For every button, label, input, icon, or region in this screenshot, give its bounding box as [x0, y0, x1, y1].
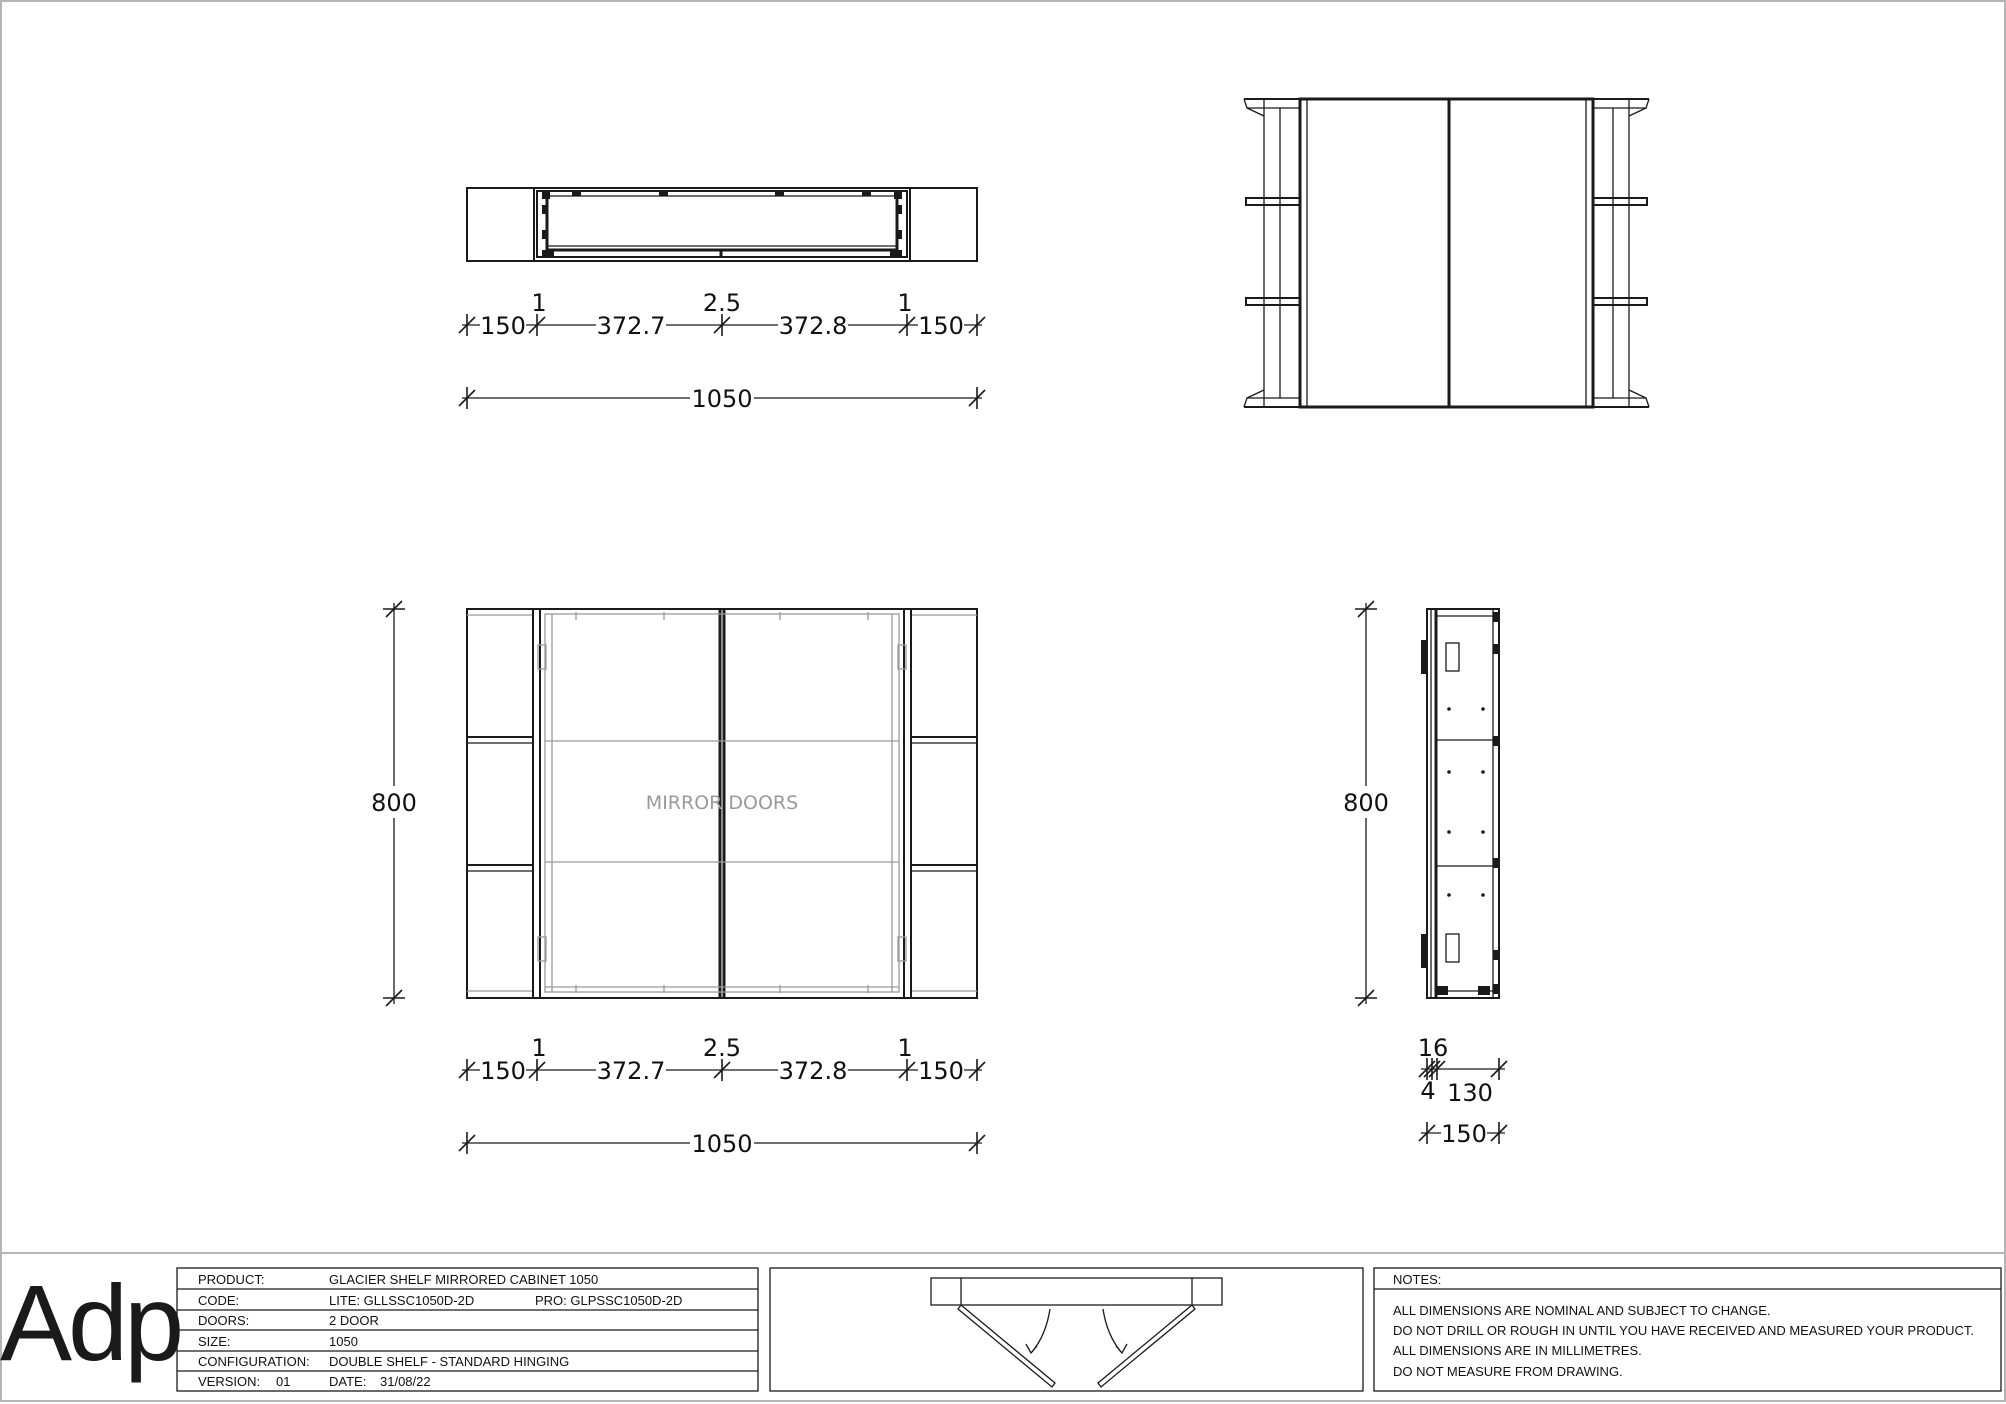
size-value: 1050 — [329, 1334, 358, 1349]
side-overall-depth: 150 — [1441, 1120, 1487, 1148]
front-gap-1-right: 1 — [897, 1034, 913, 1062]
company-logo: Adp — [0, 1262, 181, 1383]
side-elevation — [1421, 609, 1499, 998]
plan-dim-372-8: 372.8 — [778, 312, 848, 340]
doors-label: DOORS: — [198, 1313, 250, 1328]
front-gap-1-left: 1 — [531, 1034, 547, 1062]
plan-dim-372-7: 372.7 — [596, 312, 666, 340]
front-height-800: 800 — [371, 789, 417, 817]
note-line: ALL DIMENSIONS ARE NOMINAL AND SUBJECT TO CHANGE. — [1393, 1303, 1771, 1318]
plan-overall-width: 1050 — [691, 385, 753, 413]
configuration-label: CONFIGURATION: — [198, 1354, 310, 1369]
date-label: DATE: — [329, 1374, 367, 1389]
version-value: 01 — [276, 1374, 291, 1389]
side-dim-4: 4 — [1420, 1077, 1436, 1105]
notes-heading: NOTES: — [1393, 1272, 1442, 1287]
plan-dim-150-right: 150 — [918, 312, 964, 340]
date-value: 31/08/22 — [380, 1374, 431, 1389]
note-line: ALL DIMENSIONS ARE IN MILLIMETRES. — [1393, 1343, 1642, 1358]
sheet-border — [1, 1, 2005, 1401]
plan-gap-1-left: 1 — [531, 289, 547, 317]
product-value: GLACIER SHELF MIRRORED CABINET 1050 — [329, 1272, 599, 1287]
mirror-doors-label: MIRROR DOORS — [645, 792, 799, 814]
front-dim-372-7: 372.7 — [596, 1057, 666, 1085]
code-pro-value: PRO: GLPSSC1050D-2D — [535, 1293, 683, 1308]
front-dim-150-right: 150 — [918, 1057, 964, 1085]
plan-dim-150-left: 150 — [480, 312, 526, 340]
front-overall-width: 1050 — [691, 1130, 753, 1158]
note-line: DO NOT MEASURE FROM DRAWING. — [1393, 1364, 1623, 1379]
front-dim-150-left: 150 — [480, 1057, 526, 1085]
plan-view — [467, 188, 977, 261]
perspective-view — [1244, 99, 1649, 407]
configuration-value: DOUBLE SHELF - STANDARD HINGING — [329, 1354, 570, 1369]
front-dim-372-8: 372.8 — [778, 1057, 848, 1085]
product-label: PRODUCT: — [198, 1272, 265, 1287]
door-swing-diagram — [770, 1268, 1363, 1391]
plan-gap-2-5: 2.5 — [702, 289, 742, 317]
side-dim-130: 130 — [1447, 1079, 1493, 1107]
side-height-800: 800 — [1343, 789, 1389, 817]
doors-value: 2 DOOR — [329, 1313, 379, 1328]
size-label: SIZE: — [198, 1334, 231, 1349]
side-dim-16: 16 — [1417, 1034, 1449, 1062]
front-gap-2-5: 2.5 — [702, 1034, 742, 1062]
version-label: VERSION: — [198, 1374, 261, 1389]
code-lite-value: LITE: GLLSSC1050D-2D — [329, 1293, 475, 1308]
note-line: DO NOT DRILL OR ROUGH IN UNTIL YOU HAVE RECEIVED AND MEASURED YOUR PRODUCT. — [1393, 1323, 1975, 1338]
plan-gap-1-right: 1 — [897, 289, 913, 317]
code-label: CODE: — [198, 1293, 240, 1308]
